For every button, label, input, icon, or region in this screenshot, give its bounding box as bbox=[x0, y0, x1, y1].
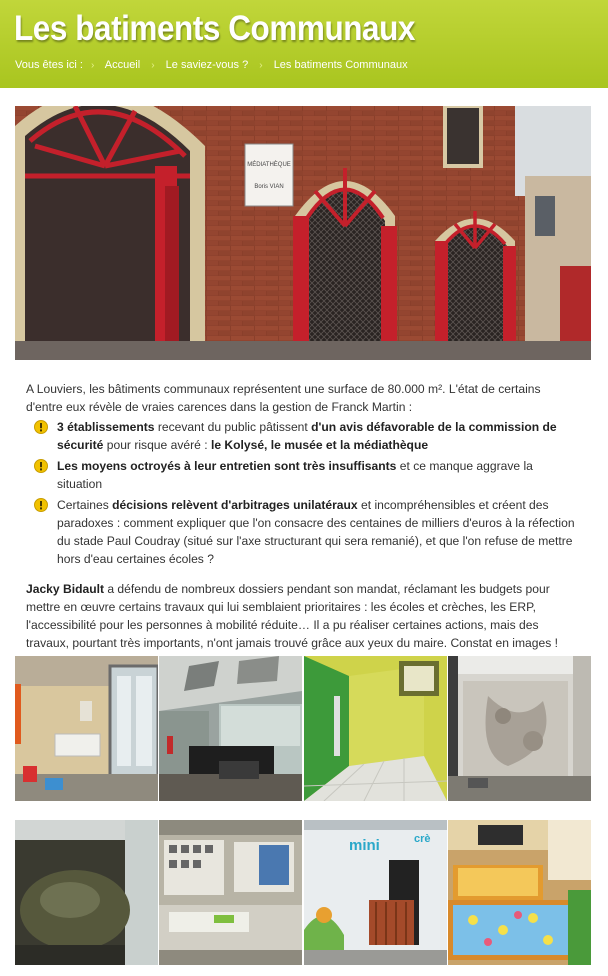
classroom-clutter-photo[interactable] bbox=[159, 820, 302, 965]
list-item bbox=[26, 457, 578, 493]
issues-list bbox=[26, 418, 578, 568]
breadcrumb-prefix: Vous êtes ici : bbox=[15, 59, 83, 72]
damaged-wall-photo[interactable] bbox=[448, 656, 591, 801]
article-body bbox=[26, 380, 578, 652]
bullet-2-bold-1: Les moyens octroyés à leur entretien sont très insuffisants bbox=[57, 459, 397, 473]
list-item bbox=[26, 496, 578, 568]
mediatheque-facade-photo bbox=[15, 106, 591, 360]
mini-creche-building-photo[interactable] bbox=[304, 820, 447, 965]
breadcrumb-saviez-vous-link[interactable]: Le saviez-vous ? bbox=[165, 59, 249, 71]
warning-icon bbox=[34, 459, 48, 473]
breadcrumb bbox=[15, 59, 408, 71]
green-corridor-photo[interactable] bbox=[304, 656, 447, 801]
bidault-paragraph bbox=[26, 580, 578, 652]
bullet-2-text-1: et ce manque aggrave la situation bbox=[57, 459, 533, 491]
damaged-ceiling-room-photo[interactable] bbox=[159, 656, 302, 801]
intro-paragraph: A Louviers, les bâtiments communaux représentent une surface de 80.000 m². L'état de certains d'entre eux révèle de vraies carences dans la gestion de Franck Martin : bbox=[26, 382, 541, 414]
bullet-3-text-2: et incompréhensibles et créent des paradoxes : comment expliquer que l'on consacre des centaines de milliers d'euros à la réfection du stade Paul Coudray (situé sur l'axe structurant qui sera remanié), et que l'on refuse de mettre hors d'eau certaines écoles ? bbox=[57, 498, 575, 566]
bidault-text: a défendu de nombreux dossiers pendant son mandat, réclamant les budgets pour mettre en œuvre certains travaux qui lui semblaient prioritaires : les écoles et crèches, les ERP, l'accessibilité pour les personnes à mobilité réduite… Il a pu réaliser certaines actions, mais des travaux, pourtant très importants, n'ont jamais trouvé grâce aux yeux du maire. Constat en images ! bbox=[26, 582, 559, 650]
photo-gallery-row-2 bbox=[15, 820, 591, 965]
hero-sign-name: Boris VIAN bbox=[254, 184, 284, 190]
breadcrumb-home-link[interactable]: Accueil bbox=[104, 59, 141, 71]
bidault-name: Jacky Bidault bbox=[26, 582, 104, 596]
bullet-1-text-1: recevant du public pâtissent bbox=[154, 420, 312, 434]
warning-icon bbox=[34, 498, 48, 512]
school-washroom-photo[interactable] bbox=[15, 656, 158, 801]
bullet-3-text-1: Certaines bbox=[57, 498, 113, 512]
page-header bbox=[0, 0, 608, 88]
bullet-3-bold-1: décisions relèvent d'arbitrages unilatéraux bbox=[112, 498, 358, 512]
hero-illustration bbox=[15, 106, 591, 360]
breadcrumb-separator-icon: › bbox=[259, 59, 263, 71]
dark-room-photo[interactable] bbox=[15, 820, 158, 965]
photo-gallery-row-1 bbox=[15, 656, 591, 801]
hero-sign-text: MÉDIATHÈQUE bbox=[247, 162, 291, 168]
bullet-1-bold-2: d'un avis défavorable de la commission de sécurité bbox=[57, 420, 557, 452]
breadcrumb-separator-icon: › bbox=[90, 59, 95, 71]
creche-sign-text: crè bbox=[413, 833, 431, 845]
mini-sign-text: mini bbox=[348, 837, 380, 854]
warning-icon bbox=[34, 420, 48, 434]
breadcrumb-current: Les batiments Communaux bbox=[273, 59, 408, 72]
bullet-1-bold-3: le Kolysé, le musée et la médiathèque bbox=[210, 438, 429, 452]
page-title: Les batiments Communaux bbox=[14, 9, 415, 48]
breadcrumb-separator-icon: › bbox=[151, 59, 155, 71]
bullet-1-text-2: pour risque avéré : bbox=[103, 438, 211, 452]
nap-room-photo[interactable] bbox=[448, 820, 591, 965]
bullet-1-bold-1: 3 établissements bbox=[57, 420, 155, 434]
list-item bbox=[26, 418, 578, 454]
